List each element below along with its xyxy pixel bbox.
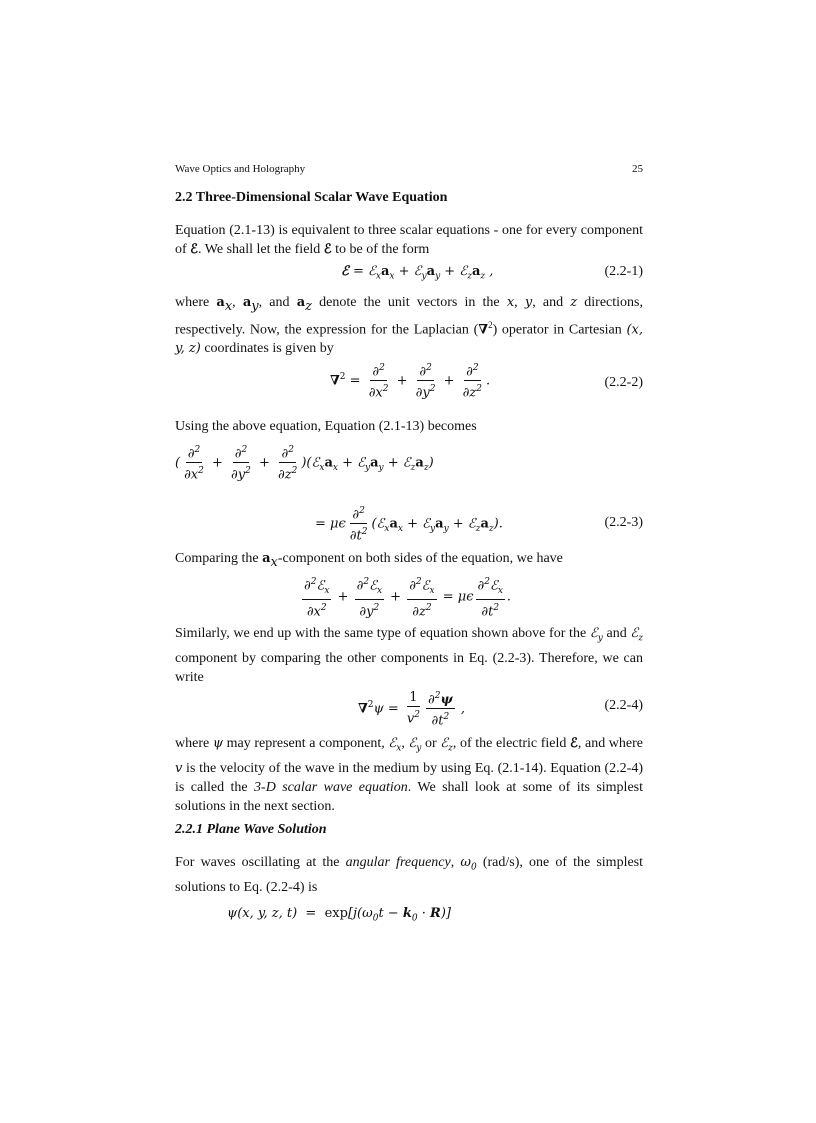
paragraph-text: and [602,626,631,641]
italic-term: 3-D scalar wave equation [254,779,408,795]
subsection-title: 2.2.1 Plane Wave Solution [175,822,327,837]
paragraph-text: denote the unit vectors in the [311,295,507,310]
paragraph-text: ) operator in Cartesian [492,322,627,338]
paragraph-text: to be of the form [331,242,430,257]
math-field-E: ℰ [190,242,199,257]
equation-body: ( $\frac{\partial^2}{\partial x^2}$ + $\frac{\partial^2}{\partial y^2}$ + $\frac{\partial^2}{\partial z^2}$ )($ℰ_xa_x$ + $ℰ_ya_y$ + $ℰ_za_z$) [175,442,434,484]
equation-body: $\frac{\partial^2ℰ_x}{\partial x^2}$ + $\frac{\partial^2ℰ_x}{\partial y^2}$ + $\frac{\partial^2ℰ_x}{\partial z^2}$ = μϵ $\frac{\partial^2ℰ_x}{\partial t^2}$ . [300,574,511,620]
equation-body: ψ(x, y, z, $t) = \exp[j(\omega_0t - k_0 \cdot R)]$ [227,906,451,924]
paragraph-text: directions, respectively. Now, the expression for the Laplacian ( [175,295,643,338]
equation-2-2-3-line-2 [175,503,643,543]
paragraph-text: Similarly, we end up with the same type of equation shown above for the [175,626,590,641]
paragraph-text: Comparing the [175,551,263,566]
running-header [175,163,643,175]
paragraph-text: is the velocity of the wave in the medium by using Eq. (2.1-14). Equation (2.2-4) is called the [175,760,643,795]
paragraph-1 [175,221,643,259]
page-number: 25 [632,163,643,175]
paragraph-5: Similarly, we end up with the same type of equation shown above for the ℰ$_y$ and ℰ$_z$ component by comparing the other components in Eq. (2.2-3). Therefore, we can write [175,626,644,685]
section-title: 2.2 Three-Dimensional Scalar Wave Equation [175,190,448,205]
paragraph-7: For waves oscillating at the angular frequency, $\omega_0$ (rad/s), one of the simplest solutions to Eq. (2.2-4) is [175,855,644,895]
paragraph-text: where [175,736,213,751]
running-title: Wave Optics and Holography [175,163,306,175]
paragraph-4: Comparing the $a_x$-component on both sides of the equation, we have [175,551,563,570]
equation-plane-wave [175,906,643,936]
paragraph-3: Using the above equation, Equation (2.1-13) becomes [175,419,477,434]
paragraph-2: where $a_x$, $a_y$, and $a_z$ denote the unit vectors in the x, y, and z directions, respectively. Now, the expression for the Laplacian (∇$^2$) operator in Cartesian (x, y, z) coordinates is given by [175,295,644,357]
paragraph-text: may represent a component, [223,736,389,751]
paragraph-6: where ψ may represent a component, ℰ$_x$, ℰ$_y$ or ℰ$_z$, of the electric field ℰ, and where v is the velocity of the wave in the medium by using Eq. (2.1-14). Equation (2.2-4) is called the 3-D scalar wave equation. We shall look at some of its simplest solutions in the next section. [175,736,644,814]
paragraph-text: component by comparing the other components in Eq. (2.2-3). Therefore, we can write [175,650,643,685]
equation-2-2-2 [175,360,643,400]
paragraph-text: (rad/s), one of the simplest solutions to Eq. (2.2-4) is [175,855,644,895]
paragraph-text: Equation (2.1-13) is equivalent to three scalar equations - one for every component of [175,223,643,257]
equation-number: (2.2-1) [604,264,643,279]
paragraph-text: , and where [577,736,644,751]
paragraph-text: For waves oscillating at the [175,855,346,870]
equation-number: (2.2-2) [604,375,643,390]
paragraph-text: . We shall let the field [198,242,324,257]
italic-term: angular frequency [345,855,451,870]
equation-body: ℰ = $ℰ_xa_x$ + $ℰ_ya_y$ + $ℰ_za_z$ , [341,264,494,282]
equation-x-component [175,574,643,620]
math-field-E: ℰ [323,242,332,257]
paragraph-text: -component on both sides of the equation, we have [277,551,563,566]
equation-2-2-1 [175,264,643,294]
math-unit-vectors: a [216,295,225,310]
equation-number: (2.2-4) [604,698,643,713]
paragraph-text: or [421,736,441,751]
equation-body: ∇$^2$ = $\frac{\partial^2}{\partial x^2}$ + $\frac{\partial^2}{\partial y^2}$ + $\frac{\partial^2}{\partial z^2}$ . [330,360,490,402]
equation-2-2-3-line-1 [175,442,643,482]
paragraph-text: coordinates is given by [200,341,334,357]
paragraph-text: where [175,295,217,310]
equation-body: ∇$^2$ψ = $\frac{1}{v^2}$ $\frac{\partial^2\psi}{\partial t^2}$ , [358,688,465,730]
math-laplacian: ∇ [478,322,489,338]
paragraph-text: , of the electric field [452,736,571,751]
equation-body: = μϵ $\frac{\partial^2}{\partial t^2}$ ($ℰ_xa_x$ + $ℰ_ya_y$ + $ℰ_za_z$). [315,503,503,545]
equation-number: (2.2-3) [604,515,643,530]
paragraph-text: . We shall look at some of its simplest solutions in the next section. [175,779,643,814]
equation-2-2-4 [175,688,643,728]
